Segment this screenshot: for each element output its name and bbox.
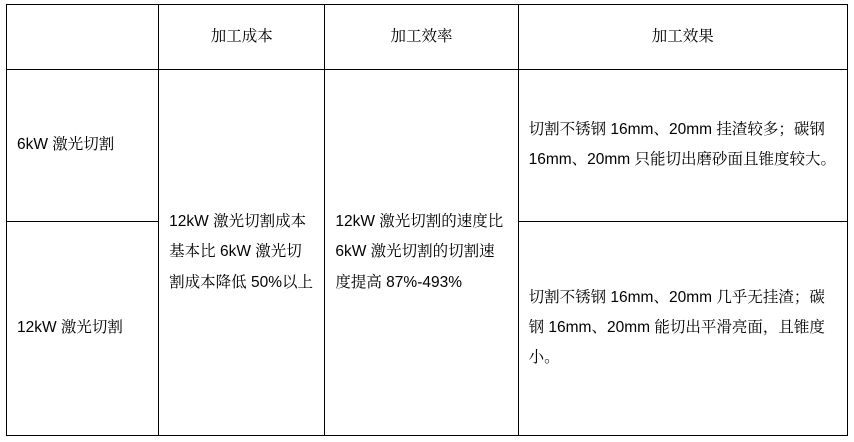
comparison-table [6,4,848,436]
header-cell-effect: 加工效果 [518,5,847,70]
table-header-row [7,5,848,70]
row-label-12kw: 12kW 激光切割 [7,221,159,435]
cell-effect-6kw: 切割不锈钢 16mm、20mm 挂渣较多；碳钢 16mm、20mm 只能切出磨砂面且锥度较大。 [518,70,847,222]
header-cell-efficiency: 加工效率 [325,5,518,70]
table-row [7,70,848,222]
header-cell-cost: 加工成本 [159,5,325,70]
cell-cost-merged: 12kW 激光切割成本基本比 6kW 激光切割成本降低 50%以上 [159,70,325,436]
cell-efficiency-merged: 12kW 激光切割的速度比 6kW 激光切割的切割速度提高 87%-493% [325,70,518,436]
row-label-6kw: 6kW 激光切割 [7,70,159,222]
cell-effect-12kw: 切割不锈钢 16mm、20mm 几乎无挂渣；碳钢 16mm、20mm 能切出平滑亮面，且锥度小。 [518,221,847,435]
comparison-table-container [6,4,848,436]
header-cell-blank [7,5,159,70]
